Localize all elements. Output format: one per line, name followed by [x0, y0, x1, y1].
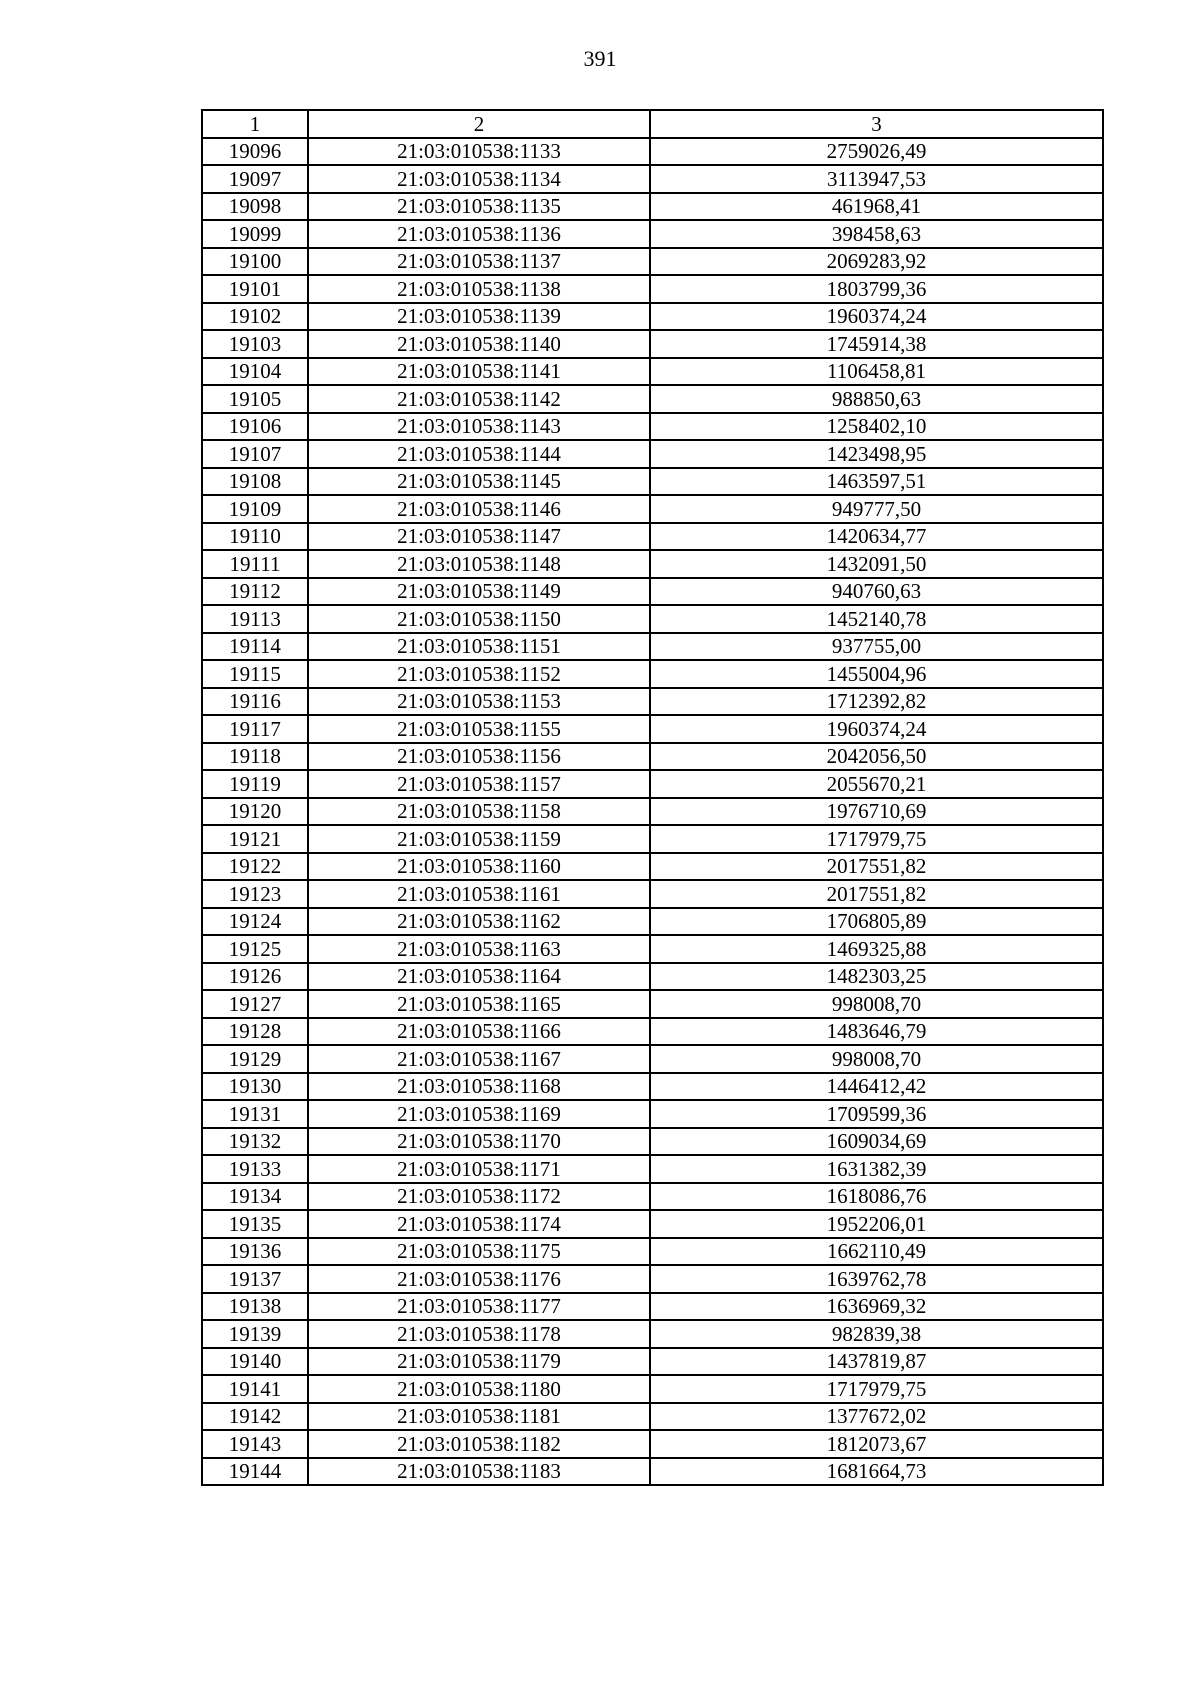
value-cell: 2042056,50: [650, 743, 1103, 771]
cadastral-number-cell: 21:03:010538:1167: [308, 1045, 650, 1073]
cadastral-number-cell: 21:03:010538:1168: [308, 1073, 650, 1101]
table-row: [202, 1348, 1103, 1376]
value-cell: 461968,41: [650, 193, 1103, 221]
value-cell: 1745914,38: [650, 330, 1103, 358]
value-cell: 998008,70: [650, 990, 1103, 1018]
cadastral-number-cell: 21:03:010538:1156: [308, 743, 650, 771]
value-cell: 1106458,81: [650, 358, 1103, 386]
row-number-cell: 19099: [202, 220, 308, 248]
value-cell: 1662110,49: [650, 1238, 1103, 1266]
cadastral-number-cell: 21:03:010538:1155: [308, 715, 650, 743]
row-number-cell: 19124: [202, 908, 308, 936]
table-row: [202, 633, 1103, 661]
table-row: [202, 385, 1103, 413]
row-number-cell: 19121: [202, 825, 308, 853]
value-cell: 1717979,75: [650, 825, 1103, 853]
value-cell: 1712392,82: [650, 688, 1103, 716]
row-number-cell: 19122: [202, 853, 308, 881]
table-row: [202, 688, 1103, 716]
table-row: [202, 550, 1103, 578]
cadastral-number-cell: 21:03:010538:1182: [308, 1430, 650, 1458]
column-header-2: 2: [308, 110, 650, 138]
value-cell: 1631382,39: [650, 1155, 1103, 1183]
table-row: [202, 1375, 1103, 1403]
value-cell: 1812073,67: [650, 1430, 1103, 1458]
value-cell: 1469325,88: [650, 935, 1103, 963]
cadastral-number-cell: 21:03:010538:1144: [308, 440, 650, 468]
row-number-cell: 19125: [202, 935, 308, 963]
cadastral-number-cell: 21:03:010538:1171: [308, 1155, 650, 1183]
table-row: [202, 1265, 1103, 1293]
table-row: [202, 1430, 1103, 1458]
row-number-cell: 19135: [202, 1210, 308, 1238]
cadastral-number-cell: 21:03:010538:1183: [308, 1458, 650, 1486]
value-cell: 1717979,75: [650, 1375, 1103, 1403]
value-cell: 2017551,82: [650, 880, 1103, 908]
cadastral-number-cell: 21:03:010538:1166: [308, 1018, 650, 1046]
cadastral-number-cell: 21:03:010538:1177: [308, 1293, 650, 1321]
value-cell: 1423498,95: [650, 440, 1103, 468]
table-row: [202, 853, 1103, 881]
value-cell: 1437819,87: [650, 1348, 1103, 1376]
row-number-cell: 19123: [202, 880, 308, 908]
row-number-cell: 19105: [202, 385, 308, 413]
cadastral-number-cell: 21:03:010538:1151: [308, 633, 650, 661]
cadastral-number-cell: 21:03:010538:1153: [308, 688, 650, 716]
row-number-cell: 19096: [202, 138, 308, 166]
table-row: [202, 138, 1103, 166]
row-number-cell: 19118: [202, 743, 308, 771]
table-row: [202, 468, 1103, 496]
value-cell: 3113947,53: [650, 165, 1103, 193]
row-number-cell: 19144: [202, 1458, 308, 1486]
page-number: 391: [583, 46, 617, 71]
value-cell: 1709599,36: [650, 1100, 1103, 1128]
table-row: [202, 660, 1103, 688]
value-cell: 1432091,50: [650, 550, 1103, 578]
table-row: [202, 1403, 1103, 1431]
row-number-cell: 19108: [202, 468, 308, 496]
cadastral-number-cell: 21:03:010538:1141: [308, 358, 650, 386]
table-row: [202, 743, 1103, 771]
table-row: [202, 963, 1103, 991]
row-number-cell: 19142: [202, 1403, 308, 1431]
table-header-row: [202, 110, 1103, 138]
row-number-cell: 19129: [202, 1045, 308, 1073]
table-row: [202, 358, 1103, 386]
column-header-1: 1: [202, 110, 308, 138]
row-number-cell: 19119: [202, 770, 308, 798]
value-cell: 1452140,78: [650, 605, 1103, 633]
cadastral-number-cell: 21:03:010538:1146: [308, 495, 650, 523]
row-number-cell: 19110: [202, 523, 308, 551]
row-number-cell: 19102: [202, 303, 308, 331]
row-number-cell: 19114: [202, 633, 308, 661]
table-row: [202, 1210, 1103, 1238]
table-row: [202, 908, 1103, 936]
table-row: [202, 935, 1103, 963]
row-number-cell: 19132: [202, 1128, 308, 1156]
row-number-cell: 19134: [202, 1183, 308, 1211]
value-cell: 1636969,32: [650, 1293, 1103, 1321]
value-cell: 1483646,79: [650, 1018, 1103, 1046]
value-cell: 2055670,21: [650, 770, 1103, 798]
cadastral-number-cell: 21:03:010538:1142: [308, 385, 650, 413]
cadastral-number-cell: 21:03:010538:1181: [308, 1403, 650, 1431]
row-number-cell: 19097: [202, 165, 308, 193]
table-row: [202, 1238, 1103, 1266]
table-row: [202, 1458, 1103, 1486]
row-number-cell: 19133: [202, 1155, 308, 1183]
cadastral-number-cell: 21:03:010538:1157: [308, 770, 650, 798]
table-row: [202, 275, 1103, 303]
value-cell: 1803799,36: [650, 275, 1103, 303]
value-cell: 1960374,24: [650, 303, 1103, 331]
cadastral-number-cell: 21:03:010538:1179: [308, 1348, 650, 1376]
row-number-cell: 19137: [202, 1265, 308, 1293]
value-cell: 1681664,73: [650, 1458, 1103, 1486]
value-cell: 1482303,25: [650, 963, 1103, 991]
row-number-cell: 19109: [202, 495, 308, 523]
cadastral-number-cell: 21:03:010538:1148: [308, 550, 650, 578]
value-cell: 1258402,10: [650, 413, 1103, 441]
table-row: [202, 605, 1103, 633]
cadastral-number-cell: 21:03:010538:1138: [308, 275, 650, 303]
row-number-cell: 19104: [202, 358, 308, 386]
cadastral-number-cell: 21:03:010538:1170: [308, 1128, 650, 1156]
cadastral-number-cell: 21:03:010538:1169: [308, 1100, 650, 1128]
cadastral-number-cell: 21:03:010538:1152: [308, 660, 650, 688]
row-number-cell: 19130: [202, 1073, 308, 1101]
row-number-cell: 19138: [202, 1293, 308, 1321]
value-cell: 940760,63: [650, 578, 1103, 606]
row-number-cell: 19112: [202, 578, 308, 606]
row-number-cell: 19103: [202, 330, 308, 358]
value-cell: 1609034,69: [650, 1128, 1103, 1156]
table-row: [202, 770, 1103, 798]
cadastral-value-table: [201, 109, 1104, 1486]
cadastral-number-cell: 21:03:010538:1134: [308, 165, 650, 193]
row-number-cell: 19116: [202, 688, 308, 716]
value-cell: 1960374,24: [650, 715, 1103, 743]
row-number-cell: 19143: [202, 1430, 308, 1458]
value-cell: 949777,50: [650, 495, 1103, 523]
table-row: [202, 523, 1103, 551]
cadastral-number-cell: 21:03:010538:1136: [308, 220, 650, 248]
value-cell: 1952206,01: [650, 1210, 1103, 1238]
table-row: [202, 1183, 1103, 1211]
cadastral-number-cell: 21:03:010538:1176: [308, 1265, 650, 1293]
cadastral-number-cell: 21:03:010538:1165: [308, 990, 650, 1018]
cadastral-number-cell: 21:03:010538:1139: [308, 303, 650, 331]
cadastral-number-cell: 21:03:010538:1158: [308, 798, 650, 826]
table-row: [202, 990, 1103, 1018]
cadastral-number-cell: 21:03:010538:1164: [308, 963, 650, 991]
value-cell: 1706805,89: [650, 908, 1103, 936]
value-cell: 988850,63: [650, 385, 1103, 413]
cadastral-number-cell: 21:03:010538:1174: [308, 1210, 650, 1238]
cadastral-number-cell: 21:03:010538:1172: [308, 1183, 650, 1211]
cadastral-number-cell: 21:03:010538:1162: [308, 908, 650, 936]
value-cell: 1377672,02: [650, 1403, 1103, 1431]
row-number-cell: 19120: [202, 798, 308, 826]
row-number-cell: 19117: [202, 715, 308, 743]
row-number-cell: 19101: [202, 275, 308, 303]
cadastral-number-cell: 21:03:010538:1135: [308, 193, 650, 221]
value-cell: 2759026,49: [650, 138, 1103, 166]
row-number-cell: 19136: [202, 1238, 308, 1266]
value-cell: 1639762,78: [650, 1265, 1103, 1293]
table-row: [202, 1155, 1103, 1183]
row-number-cell: 19128: [202, 1018, 308, 1046]
row-number-cell: 19139: [202, 1320, 308, 1348]
row-number-cell: 19131: [202, 1100, 308, 1128]
table-row: [202, 193, 1103, 221]
cadastral-number-cell: 21:03:010538:1145: [308, 468, 650, 496]
value-cell: 2069283,92: [650, 248, 1103, 276]
table-row: [202, 495, 1103, 523]
table-row: [202, 1128, 1103, 1156]
table-row: [202, 880, 1103, 908]
table-row: [202, 1018, 1103, 1046]
cadastral-number-cell: 21:03:010538:1175: [308, 1238, 650, 1266]
row-number-cell: 19127: [202, 990, 308, 1018]
column-header-3: 3: [650, 110, 1103, 138]
cadastral-number-cell: 21:03:010538:1178: [308, 1320, 650, 1348]
row-number-cell: 19126: [202, 963, 308, 991]
row-number-cell: 19113: [202, 605, 308, 633]
value-cell: 1420634,77: [650, 523, 1103, 551]
row-number-cell: 19111: [202, 550, 308, 578]
row-number-cell: 19107: [202, 440, 308, 468]
table-row: [202, 1320, 1103, 1348]
value-cell: 1976710,69: [650, 798, 1103, 826]
value-cell: 1463597,51: [650, 468, 1103, 496]
cadastral-number-cell: 21:03:010538:1180: [308, 1375, 650, 1403]
table-row: [202, 440, 1103, 468]
cadastral-number-cell: 21:03:010538:1147: [308, 523, 650, 551]
table-body: [202, 138, 1103, 1486]
table-row: [202, 798, 1103, 826]
table-row: [202, 1073, 1103, 1101]
row-number-cell: 19141: [202, 1375, 308, 1403]
value-cell: 982839,38: [650, 1320, 1103, 1348]
value-cell: 1446412,42: [650, 1073, 1103, 1101]
table-row: [202, 248, 1103, 276]
row-number-cell: 19100: [202, 248, 308, 276]
row-number-cell: 19115: [202, 660, 308, 688]
value-cell: 998008,70: [650, 1045, 1103, 1073]
table-row: [202, 303, 1103, 331]
cadastral-number-cell: 21:03:010538:1140: [308, 330, 650, 358]
cadastral-number-cell: 21:03:010538:1150: [308, 605, 650, 633]
value-cell: 1618086,76: [650, 1183, 1103, 1211]
cadastral-number-cell: 21:03:010538:1160: [308, 853, 650, 881]
table-row: [202, 1045, 1103, 1073]
table-row: [202, 330, 1103, 358]
cadastral-number-cell: 21:03:010538:1143: [308, 413, 650, 441]
table-row: [202, 165, 1103, 193]
cadastral-number-cell: 21:03:010538:1161: [308, 880, 650, 908]
table-row: [202, 220, 1103, 248]
value-cell: 937755,00: [650, 633, 1103, 661]
cadastral-number-cell: 21:03:010538:1163: [308, 935, 650, 963]
value-cell: 1455004,96: [650, 660, 1103, 688]
table-row: [202, 413, 1103, 441]
row-number-cell: 19098: [202, 193, 308, 221]
value-cell: 398458,63: [650, 220, 1103, 248]
row-number-cell: 19140: [202, 1348, 308, 1376]
row-number-cell: 19106: [202, 413, 308, 441]
table-row: [202, 825, 1103, 853]
table-row: [202, 1293, 1103, 1321]
table-row: [202, 715, 1103, 743]
cadastral-number-cell: 21:03:010538:1159: [308, 825, 650, 853]
cadastral-number-cell: 21:03:010538:1149: [308, 578, 650, 606]
cadastral-number-cell: 21:03:010538:1137: [308, 248, 650, 276]
value-cell: 2017551,82: [650, 853, 1103, 881]
table-row: [202, 578, 1103, 606]
cadastral-number-cell: 21:03:010538:1133: [308, 138, 650, 166]
table-row: [202, 1100, 1103, 1128]
